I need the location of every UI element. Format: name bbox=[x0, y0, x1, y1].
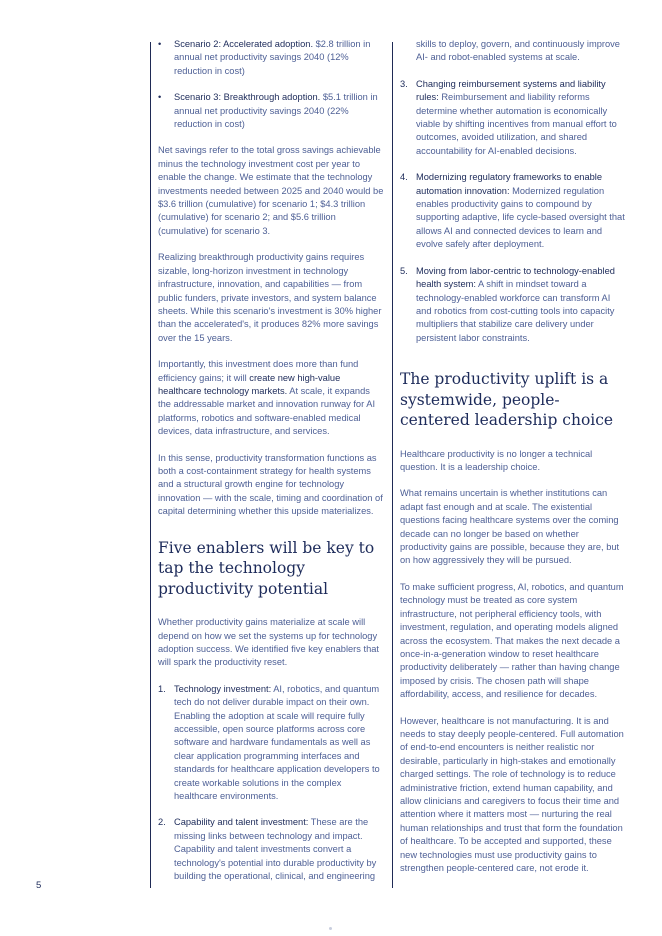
right-column bbox=[400, 38, 626, 888]
sense-paragraph: In this sense, productivity transformation functions as both a cost-containment strategy for health systems and a structural growth engine for technology innovation — with the scale, timing and coordination of capital determining whether this upside materializes. bbox=[158, 452, 383, 517]
scenario-item bbox=[158, 38, 384, 78]
enabler-title: Capability and talent investment: bbox=[174, 817, 309, 828]
enabler-item bbox=[400, 265, 626, 345]
enabler-item bbox=[158, 683, 384, 804]
enablers-heading: Five enablers will be key to tap the technology productivity potential bbox=[158, 538, 375, 598]
bullet-icon: • bbox=[158, 39, 162, 49]
progress-paragraph: To make sufficient progress, AI, robotics, and quantum technology must be treated as core system infrastructure, not peripheral efficiency tools, with investment, regulation, and operating models aligned across the ecosystem. That makes the next decade a once-in-a-generation window to reset healthcare productivity deliberately — rather than having change imposed by crisis. The chosen path will shape affordability, access, and resilience for decades. bbox=[400, 581, 624, 700]
enabler-title: Technology investment: bbox=[174, 683, 272, 694]
scenario-title: Scenario 3: Breakthrough adoption. bbox=[174, 92, 321, 103]
enabler-item bbox=[400, 171, 626, 251]
net-savings-paragraph: Net savings refer to the total gross savings achievable minus the technology investment cost per year to enable the change. We estimate that the technology investments needed between 2025 and 2040 would be $3.6 trillion (cumulative) for scenario 1; $4.3 trillion (cumulative) for scenario 2; and $5.6 trillion (cumulative) for scenario 3. bbox=[158, 145, 384, 236]
enabler-text: A shift in mindset toward a technology-enabled workforce can transform AI and robotics from cost-cutting tools into capacity multipliers that stabilize care delivery under persistent labor constraints. bbox=[416, 279, 615, 343]
enabler-text: AI, robotics, and quantum tech do not deliver durable impact on their own. Enabling the adoption at scale will require fully accessible, open source platforms across core software and hardware fundamentals as well as clear application programming interfaces and standards for healthcare application developers to create workable solutions in the complex healthcare environments. bbox=[174, 683, 380, 801]
enabler-title: Changing reimbursement systems and liability rules: bbox=[416, 78, 606, 103]
importantly-emphasis: create new high-value healthcare technology markets. bbox=[158, 372, 341, 396]
left-column bbox=[158, 38, 384, 896]
enabler-item bbox=[158, 816, 384, 883]
page-number: 5 bbox=[36, 880, 42, 891]
enabler-text: Reimbursement and liability reforms determine whether automation is economically viable by shifting incentives from manual effort to outcomes, avoided utilization, and shared accountability for AI-enabled decisions. bbox=[416, 92, 617, 156]
importantly-before: Importantly, this investment does more than fund efficiency gains; it will bbox=[158, 359, 359, 383]
enabler-title: Modernizing regulatory frameworks to enable automation innovation: bbox=[416, 172, 603, 196]
leadership-heading: The productivity uplift is a systemwide, people-centered leadership choice bbox=[400, 370, 614, 430]
bullet-icon: • bbox=[158, 92, 162, 103]
enabler-number: 5. bbox=[400, 265, 408, 276]
enabler-number: 3. bbox=[400, 78, 408, 89]
right-column-rule bbox=[392, 42, 393, 888]
continuation-text: skills to deploy, govern, and continuously improve AI- and robot-enabled systems at scale. bbox=[416, 39, 620, 63]
enablers-intro: Whether productivity gains materialize at scale will depend on how we set the systems up for technology adoption success. We identified five key enablers that will spark the productivity reset. bbox=[158, 617, 380, 668]
importantly-after: At scale, it expands the addressable market and innovation runway for AI platforms, robotics and software-enabled medical devices, data infrastructure, and services. bbox=[158, 385, 376, 437]
enabler-number: 1. bbox=[158, 683, 166, 694]
leadership-paragraph: Healthcare productivity is no longer a technical question. It is a leadership choice. bbox=[400, 448, 593, 473]
enabler-number: 4. bbox=[400, 172, 408, 183]
enabler-title: Moving from labor-centric to technology-enabled health system: bbox=[416, 265, 615, 290]
enabler-item bbox=[400, 78, 626, 158]
breakthrough-paragraph: Realizing breakthrough productivity gains requires sizable, long-horizon investment in technology infrastructure, innovation, and capabilities — from public funders, private investors, and system balance sheets. While this scenario's investment is 30% higher than the accelerated's, it produces 82% more savings over the 15 years. bbox=[158, 252, 382, 343]
scenario-item bbox=[158, 91, 384, 131]
importantly-paragraph bbox=[158, 358, 384, 438]
enabler-text: Modernized regulation enables productivity gains to compound by supporting adaptive, life cycle-based oversight that allows AI and connected devices to learn and evolve safely after deployment. bbox=[416, 185, 625, 250]
enabler-number: 2. bbox=[158, 817, 166, 828]
uncertainty-paragraph: What remains uncertain is whether institutions can adapt fast enough and at scale. The existential questions facing healthcare systems over the coming decade can no longer be based on whether productivity gains are possible, because they are, but on how aggressively they will be pursued. bbox=[400, 488, 620, 566]
scenario-text: $5.1 trillion in annual net productivity savings 2040 (22% reduction in cost) bbox=[174, 92, 378, 130]
left-column-rule bbox=[150, 42, 151, 888]
footer-dot bbox=[329, 927, 332, 930]
scenario-title: Scenario 2: Accelerated adoption. bbox=[174, 39, 314, 49]
scenario-text: $2.8 trillion in annual net productivity savings 2040 (12% reduction in cost) bbox=[174, 39, 371, 76]
people-centered-paragraph: However, healthcare is not manufacturing. It is and needs to stay deeply people-centered. Full automation of end-to-end encounters is neither realistic nor desirable, particularly in high-stakes and emotionally charged settings. The role of technology is to reduce administrative friction, extend human capability, and allow clinicians and caregivers to focus their time and attention where it matters most — nurturing the real human relationships and trust that form the foundation of healthcare. To be accepted and supported, these new technologies must use productivity gains to strengthen people-centered care, not erode it. bbox=[400, 715, 624, 873]
enabler-text: These are the missing links between technology and impact. Capability and talent investments convert a technology's potential into durable productivity by building the operational, clinical, and engineering bbox=[174, 817, 377, 881]
